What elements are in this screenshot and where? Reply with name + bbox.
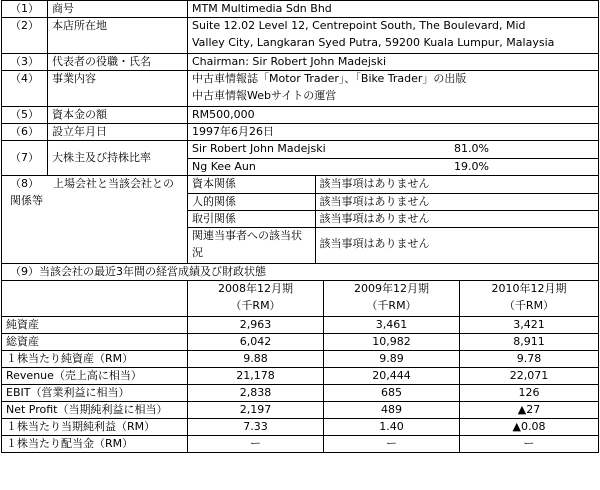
financial-row	[2, 368, 599, 385]
shareholder-pct: 81.0%	[414, 141, 598, 158]
info-row-established	[2, 124, 599, 141]
shareholders-cell	[188, 141, 599, 176]
relation-type: 人的関係	[188, 193, 315, 210]
financial-label: Revenue（売上高に相当）	[2, 368, 188, 385]
relation-row	[188, 210, 598, 227]
column-unit: （千RM）	[366, 299, 417, 312]
financial-value: 489	[324, 402, 460, 419]
row-number: （6）	[2, 124, 48, 141]
row-label: 商号	[48, 1, 188, 18]
row-number: （5）	[2, 107, 48, 124]
info-row-capital	[2, 107, 599, 124]
company-info-table	[1, 0, 599, 264]
financials-header-row	[2, 281, 599, 317]
row-number: （7）	[2, 141, 48, 176]
info-row-business	[2, 71, 599, 107]
relations-label-line: 関係等	[10, 194, 43, 207]
business-line: 中古車情報Webサイトの運営	[192, 89, 337, 102]
relation-type: 資本関係	[188, 176, 315, 193]
row-number: （3）	[2, 54, 48, 71]
relation-row	[188, 227, 598, 263]
row-number: （1）	[2, 1, 48, 18]
column-year: 2009年12月期	[354, 282, 429, 295]
info-row-representative	[2, 54, 599, 71]
relations-label	[2, 176, 188, 264]
financial-row	[2, 436, 599, 453]
row-label: 大株主及び持株比率	[48, 141, 188, 176]
info-row-relations	[2, 176, 599, 264]
column-year: 2008年12月期	[218, 282, 293, 295]
row-label: 代表者の役職・氏名	[48, 54, 188, 71]
financial-label: １株当たり配当金（RM）	[2, 436, 188, 453]
address-value	[188, 18, 599, 54]
financial-row	[2, 334, 599, 351]
financial-value: 9.78	[460, 351, 599, 368]
financial-row	[2, 385, 599, 402]
financial-value: 9.89	[324, 351, 460, 368]
financial-value: 3,421	[460, 317, 599, 334]
relation-row	[188, 193, 598, 210]
business-line: 中古車情報誌「Motor Trader」、「Bike Trader」の出版	[192, 72, 467, 85]
financial-value: 126	[460, 385, 599, 402]
financial-label: １株当たり当期純利益（RM）	[2, 419, 188, 436]
financial-row	[2, 419, 599, 436]
shareholder-pct: 19.0%	[454, 159, 489, 173]
financial-value: 9.88	[188, 351, 324, 368]
financial-value: 22,071	[460, 368, 599, 385]
financial-value: ー	[460, 436, 599, 453]
column-header	[188, 281, 324, 317]
relation-status: 該当事項はありません	[319, 236, 430, 250]
financial-value: ー	[324, 436, 460, 453]
column-header	[324, 281, 460, 317]
financial-value: 3,461	[324, 317, 460, 334]
relations-label-line	[10, 177, 183, 190]
relation-type	[188, 227, 315, 263]
address-line: Valley City, Langkaran Syed Putra, 59200 Kuala Lumpur, Malaysia	[192, 36, 555, 49]
representative-value: Chairman: Sir Robert John Madejski	[188, 54, 599, 71]
financial-value: 1.40	[324, 419, 460, 436]
financial-row	[2, 317, 599, 334]
info-row-name	[2, 1, 599, 18]
company-name-value: MTM Multimedia Sdn Bhd	[188, 1, 599, 18]
info-row-shareholders	[2, 141, 599, 176]
financial-label: 総資産	[2, 334, 188, 351]
shareholder-row	[188, 141, 598, 158]
financial-value: ▲27	[460, 402, 599, 419]
row-number: （4）	[2, 71, 48, 107]
relations-cell	[188, 176, 599, 264]
shareholders-table	[188, 141, 598, 175]
financial-label: EBIT（営業利益に相当）	[2, 385, 188, 402]
financials-table	[1, 263, 599, 453]
financial-value: 2,197	[188, 402, 324, 419]
relation-row	[188, 176, 598, 193]
relation-type: 取引関係	[188, 210, 315, 227]
financial-value: 20,444	[324, 368, 460, 385]
row-number: （2）	[2, 18, 48, 54]
address-line: Suite 12.02 Level 12, Centrepoint South, The Boulevard, Mid	[192, 19, 526, 32]
financial-row	[2, 402, 599, 419]
financial-value: 10,982	[324, 334, 460, 351]
established-value: 1997年6月26日	[188, 124, 599, 141]
financial-value: 2,838	[188, 385, 324, 402]
row-label: 資本金の額	[48, 107, 188, 124]
column-unit: （千RM）	[503, 299, 555, 312]
business-value	[188, 71, 599, 107]
relation-status: 該当事項はありません	[315, 176, 598, 193]
financial-value: 6,042	[188, 334, 324, 351]
financial-value: 685	[324, 385, 460, 402]
relation-status: 該当事項はありません	[315, 210, 598, 227]
column-header	[460, 281, 599, 317]
financials-caption-row	[2, 264, 599, 281]
financial-label: 純資産	[2, 317, 188, 334]
relations-table	[188, 176, 598, 263]
financials-caption: （9）当該会社の最近3年間の経営成績及び財政状態	[2, 264, 599, 281]
relation-type-line: 況	[192, 245, 203, 259]
info-row-address	[2, 18, 599, 54]
relation-type-line: 関連当事者への該当状	[192, 228, 302, 242]
relation-status: 該当事項はありません	[315, 193, 598, 210]
financial-value: 21,178	[188, 368, 324, 385]
column-unit: （千RM）	[230, 299, 281, 312]
financial-value: 8,911	[460, 334, 599, 351]
row-label: 事業内容	[48, 71, 188, 107]
financial-row	[2, 351, 599, 368]
financial-value: ▲0.08	[460, 419, 599, 436]
financial-value: ー	[188, 436, 324, 453]
shareholder-row	[188, 158, 598, 175]
row-label: 上場会社と当該会社との	[53, 177, 174, 190]
shareholder-name: Ng Kee Aun	[192, 159, 256, 173]
row-label: 本店所在地	[48, 18, 188, 54]
financial-label: Net Profit（当期純利益に相当）	[2, 402, 188, 419]
row-number: （8）	[10, 177, 39, 190]
row-label: 設立年月日	[48, 124, 188, 141]
header-blank	[2, 281, 188, 317]
column-year: 2010年12月期	[491, 282, 567, 295]
financial-label: １株当たり純資産（RM）	[2, 351, 188, 368]
financial-value: 2,963	[188, 317, 324, 334]
shareholder-name: Sir Robert John Madejski	[188, 141, 414, 158]
financial-value: 7.33	[188, 419, 324, 436]
capital-value: RM500,000	[188, 107, 599, 124]
